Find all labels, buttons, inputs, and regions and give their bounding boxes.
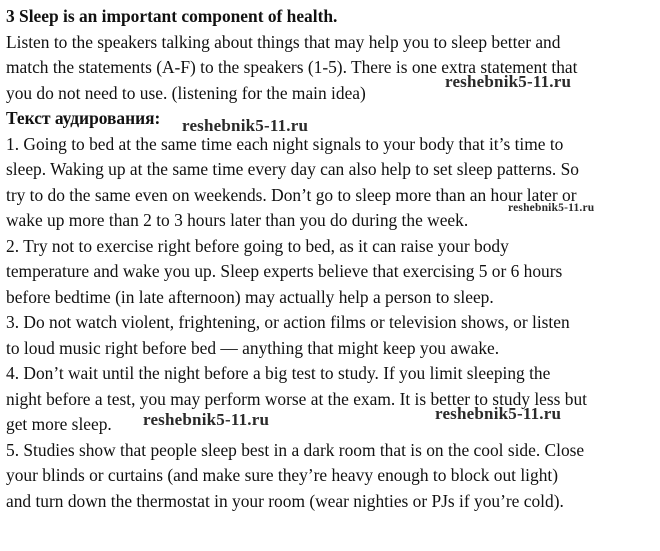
transcript-line: night before a test, you may perform worse at the exam. It is better to study less but <box>6 388 587 409</box>
transcript-line: 1. Going to bed at the same time each night signals to your body that it’s time to <box>6 133 564 154</box>
transcript-line: your blinds or curtains (and make sure they’re heavy enough to block out light) <box>6 465 559 485</box>
transcript-line: get more sleep. <box>6 414 112 434</box>
watermark: reshebnik5-11.ru <box>143 410 270 429</box>
watermark: reshebnik5-11.ru <box>445 72 572 91</box>
transcript-title: Текст аудирования: <box>6 108 161 128</box>
transcript-line: temperature and wake you up. Sleep experts believe that exercising 5 or 6 hours <box>6 261 563 281</box>
transcript-line: and turn down the thermostat in your room (wear nighties or PJs if you’re cold). <box>6 490 564 511</box>
transcript-line: to loud music right before bed — anything that might keep you awake. <box>6 337 500 358</box>
task-heading: 3 Sleep is an important component of health. <box>6 6 338 26</box>
transcript-line: 4. Don’t wait until the night before a big test to study. If you limit sleeping the <box>6 363 551 383</box>
transcript-line: wake up more than 2 to 3 hours later than you do during the week. <box>6 210 469 230</box>
intro-line: you do not need to use. (listening for the main idea) <box>6 82 366 103</box>
intro-line: Listen to the speakers talking about things that may help you to sleep better and <box>6 31 561 52</box>
transcript-line: sleep. Waking up at the same time every day can also help to set sleep patterns. So <box>6 159 579 179</box>
watermark: reshebnik5-11.ru <box>508 202 595 214</box>
intro-line: match the statements (A-F) to the speakers (1-5). There is one extra statement that <box>6 57 578 77</box>
transcript-line: before bedtime (in late afternoon) may actually help a person to sleep. <box>6 286 494 307</box>
transcript-line: 3. Do not watch violent, frightening, or action films or television shows, or listen <box>6 312 570 332</box>
watermark: reshebnik5-11.ru <box>182 116 309 135</box>
watermark: reshebnik5-11.ru <box>435 404 562 423</box>
transcript-line: 5. Studies show that people sleep best in a dark room that is on the cool side. Close <box>6 439 585 460</box>
transcript-line: 2. Try not to exercise right before going to bed, as it can raise your body <box>6 235 509 256</box>
transcript-line: try to do the same even on weekends. Don’t go to sleep more than an hour later or <box>6 184 577 205</box>
